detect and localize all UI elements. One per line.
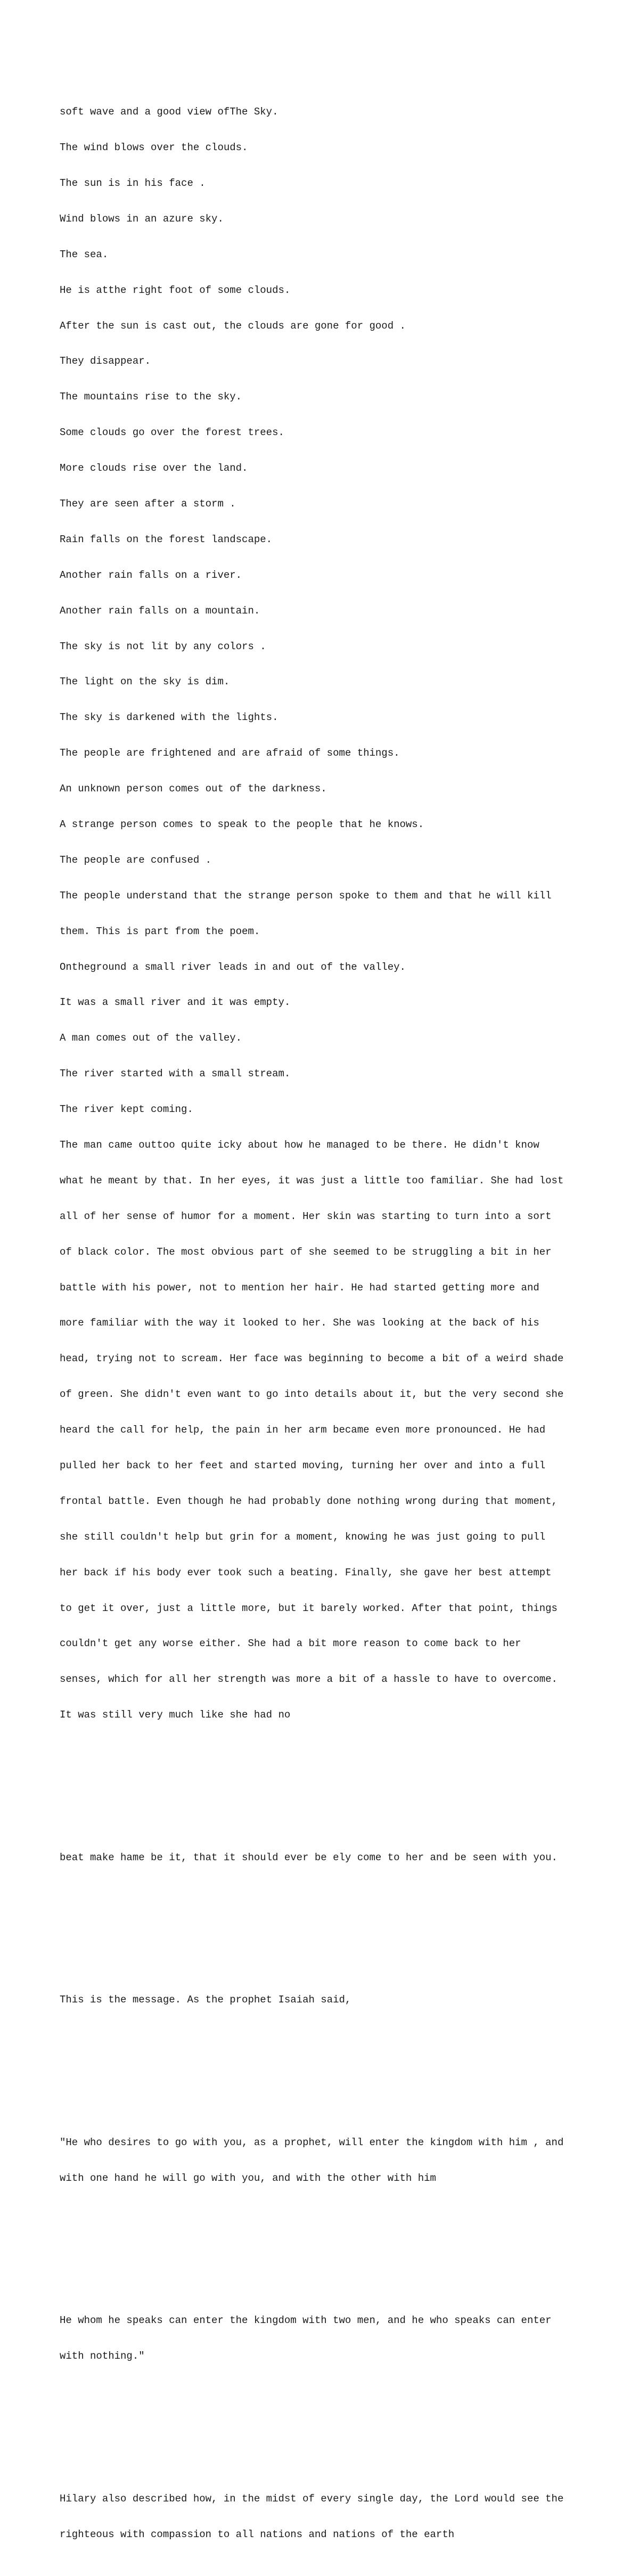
text-line: Ontheground a small river leads in and out of the valley. [60,961,406,973]
text-line: The river started with a small stream. [60,1068,291,1080]
paragraph-quote [60,2113,592,2207]
paragraph-gap [60,2422,592,2433]
text-line: The sky is not lit by any colors . [60,640,266,652]
text-line: what he meant by that. In her eyes, it was just a little too familiar. She had lost [60,1174,564,1187]
text-line: After the sun is cast out, the clouds are gone for good . [60,320,406,332]
text-line: The light on the sky is dim. [60,676,230,688]
text-line: The people are confused . [60,854,212,866]
text-line: of black color. The most obvious part of she seemed to be struggling a bit in her [60,1246,552,1258]
text-line: senses, which for all her strength was more a bit of a hassle to have to overcome. [60,1673,558,1686]
text-line: beat make hame be it, that it should ever be ely come to her and be seen with you. [60,1851,558,1863]
text-line: A man comes out of the valley. [60,1032,242,1044]
text-line: He whom he speaks can enter the kingdom with two men, and he who speaks can enter [60,2315,552,2327]
document-page [60,59,592,2576]
text-line: The sea. [60,248,109,260]
text-line: He is atthe right foot of some clouds. [60,284,291,296]
text-line: she still couldn't help but grin for a moment, knowing he was just going to pull [60,1531,546,1543]
text-line: heard the call for help, the pain in her arm became even more pronounced. He had [60,1424,546,1436]
text-line: The mountains rise to the sky. [60,391,242,403]
text-line: They are seen after a storm . [60,497,236,510]
text-line: Another rain falls on a river. [60,569,242,581]
text-line: her back if his body ever took such a beating. Finally, she gave her best attempt [60,1566,552,1579]
text-line: It was a small river and it was empty. [60,996,291,1009]
text-line: The man came outtoo quite icky about how he managed to be there. He didn't know [60,1139,539,1151]
text-line: to get it over, just a little more, but it barely worked. After that point, things [60,1602,558,1614]
text-line: of green. She didn't even want to go into details about it, but the very second she [60,1388,564,1401]
paragraph-gap [60,1923,592,1935]
text-line: head, trying not to scream. Her face was beginning to become a bit of a weird shade [60,1353,564,1365]
text-line: The people are frightened and are afraid of some things. [60,747,400,759]
text-line: couldn't get any worse either. She had a bit more reason to come back to her [60,1638,521,1650]
text-line: The sun is in his face . [60,177,206,189]
paragraph-message [60,1970,592,2030]
paragraph-speaks [60,2291,592,2386]
paragraph-gap [60,2244,592,2255]
text-line: This is the message. As the prophet Isaiah said, [60,1994,351,2006]
text-line: pulled her back to her feet and started moving, turning her over and into a full [60,1460,546,1472]
text-line: Another rain falls on a mountain. [60,604,260,617]
text-line: more familiar with the way it looked to her. She was looking at the back of his [60,1317,539,1329]
text-line: They disappear. [60,355,151,367]
text-line: soft wave and a good view ofThe Sky. [60,106,278,118]
text-line: Hilary also described how, in the midst of every single day, the Lord would see the [60,2492,564,2505]
text-line: all of her sense of humor for a moment. Her skin was starting to turn into a sort [60,1210,552,1222]
text-line: Wind blows in an azure sky. [60,212,224,225]
text-line: frontal battle. Even though he had probably done nothing wrong during that moment, [60,1495,558,1507]
text-line: Rain falls on the forest landscape. [60,533,273,545]
text-line: More clouds rise over the land. [60,462,248,475]
text-line: The people understand that the strange person spoke to them and that he will kill [60,889,552,902]
text-line: It was still very much like she had no [60,1709,291,1721]
paragraph-beat [60,1828,592,1887]
text-line: with one hand he will go with you, and with the other with him [60,2172,436,2184]
text-line: A strange person comes to speak to the people that he knows. [60,819,424,830]
text-line: righteous with compassion to all nations and nations of the earth [60,2528,455,2540]
paragraph-hilary [60,2469,592,2564]
text-line: "He who desires to go with you, as a prophet, will enter the kingdom with him , and [60,2136,564,2148]
text-line: Some clouds go over the forest trees. [60,427,284,439]
paragraph-gap [60,2065,592,2077]
text-line: them. This is part from the poem. [60,925,260,937]
text-line: The river kept coming. [60,1103,193,1116]
paragraph-gap [60,1780,592,1792]
poem-block [60,83,592,1745]
text-line: battle with his power, not to mention her hair. He had started getting more and [60,1281,539,1294]
text-line: An unknown person comes out of the darkness. [60,783,327,795]
text-line: The sky is darkened with the lights. [60,712,278,724]
text-line: with nothing." [60,2350,145,2362]
text-line: The wind blows over the clouds. [60,142,248,154]
